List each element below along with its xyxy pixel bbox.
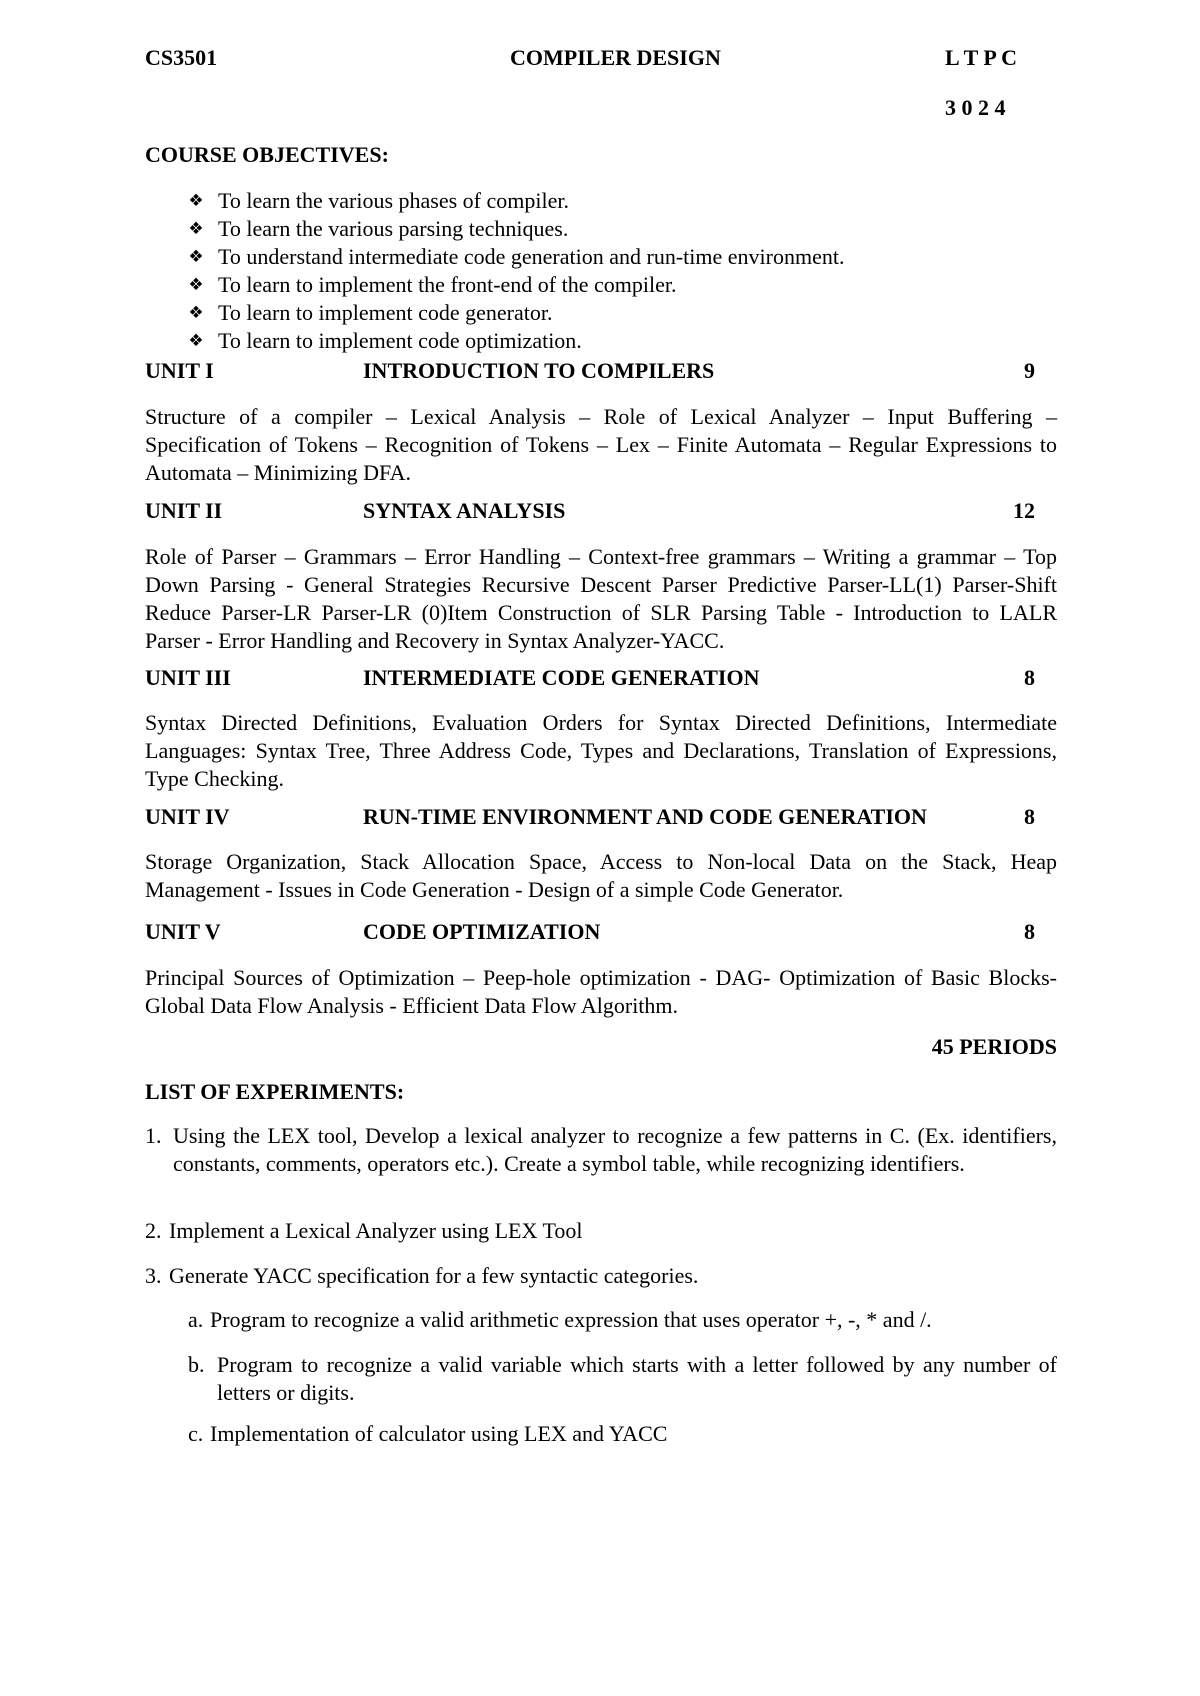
objective-item: ❖ To learn to implement code generator.: [185, 299, 985, 327]
experiment-text: Implement a Lexical Analyzer using LEX Tool: [169, 1218, 583, 1243]
unit-content-4: Storage Organization, Stack Allocation Space, Access to Non-local Data on the Stack, Heap Management - Issues in Code Generation - Design of a simple Code Generator.: [145, 849, 1057, 902]
ltpc-label: L T P C: [945, 45, 1017, 70]
objective-item: ❖ To learn to implement code optimization.: [185, 327, 985, 355]
experiment-text: Generate YACC specification for a few syntactic categories.: [169, 1263, 699, 1288]
unit-hours: 9: [1024, 358, 1035, 383]
unit-title: RUN-TIME ENVIRONMENT AND CODE GENERATION: [363, 804, 927, 829]
course-title: COMPILER DESIGN: [510, 45, 721, 70]
unit-content-3: Syntax Directed Definitions, Evaluation Orders for Syntax Directed Definitions, Intermediate Languages: Syntax Tree, Three Address Code, Types and Declarations, Translation of Expressions, Type Checking.: [145, 710, 1057, 791]
unit-heading-5: [145, 918, 1057, 946]
experiment-number: c.: [188, 1421, 204, 1446]
unit-label: UNIT V: [145, 919, 221, 944]
unit-heading-4: [145, 803, 1057, 831]
unit-heading-3: [145, 664, 1057, 692]
unit-label: UNIT III: [145, 665, 231, 690]
objective-item: ❖ To understand intermediate code generation and run-time environment.: [185, 243, 985, 271]
objective-item: ❖ To learn the various phases of compiler.: [185, 187, 985, 215]
experiment-number: 1.: [145, 1123, 162, 1148]
unit-title: CODE OPTIMIZATION: [363, 919, 601, 944]
unit-content-1: Structure of a compiler – Lexical Analysis – Role of Lexical Analyzer – Input Buffering – Specification of Tokens – Recognition of Tokens – Lex – Finite Automata – Regular Expressions to Automata – Minimizing DFA.: [145, 404, 1057, 485]
ltpc-values: 3 0 2 4: [945, 95, 1006, 120]
experiment-text: Program to recognize a valid variable which starts with a letter followed by any number of letters or digits.: [217, 1352, 1057, 1405]
experiment-number: b.: [188, 1352, 205, 1377]
unit-hours: 8: [1024, 804, 1035, 829]
unit-label: UNIT II: [145, 498, 223, 523]
diamond-four-star-icon: ❖: [188, 219, 204, 239]
objectives-heading: COURSE OBJECTIVES:: [145, 142, 389, 167]
unit-hours: 12: [1013, 498, 1035, 523]
diamond-four-star-icon: ❖: [188, 331, 204, 351]
objective-item: ❖ To learn to implement the front-end of the compiler.: [185, 271, 985, 299]
total-periods: 45 PERIODS: [931, 1034, 1057, 1059]
unit-title: SYNTAX ANALYSIS: [363, 498, 566, 523]
diamond-four-star-icon: ❖: [188, 303, 204, 323]
unit-content-5: Principal Sources of Optimization – Peep-hole optimization - DAG- Optimization of Basic Blocks- Global Data Flow Analysis - Efficient Data Flow Algorithm.: [145, 965, 1057, 1018]
unit-label: UNIT IV: [145, 804, 230, 829]
unit-heading-1: [145, 357, 1057, 385]
experiment-number: 2.: [145, 1218, 162, 1243]
experiment-text: Implementation of calculator using LEX and YACC: [210, 1421, 668, 1446]
unit-label: UNIT I: [145, 358, 214, 383]
course-code: CS3501: [145, 45, 218, 70]
unit-title: INTERMEDIATE CODE GENERATION: [363, 665, 760, 690]
unit-content-2: Role of Parser – Grammars – Error Handling – Context-free grammars – Writing a grammar – Top Down Parsing - General Strategies Recursive Descent Parser Predictive Parser-LL(1) Parser-Shift Reduce Parser-LR Parser-LR (0)Item Construction of SLR Parsing Table - Introduction to LALR Parser - Error Handling and Recovery in Syntax Analyzer-YACC.: [145, 544, 1057, 653]
experiment-text: Program to recognize a valid arithmetic expression that uses operator +, -, * and /.: [210, 1307, 932, 1332]
diamond-four-star-icon: ❖: [188, 191, 204, 211]
diamond-four-star-icon: ❖: [188, 247, 204, 267]
objective-item: ❖ To learn the various parsing techniques.: [185, 215, 985, 243]
unit-hours: 8: [1024, 665, 1035, 690]
experiment-text: Using the LEX tool, Develop a lexical analyzer to recognize a few patterns in C. (Ex. identifiers, constants, comments, operators etc.). Create a symbol table, while recognizing identifiers.: [173, 1123, 1057, 1176]
experiment-number: 3.: [145, 1263, 162, 1288]
unit-hours: 8: [1024, 919, 1035, 944]
diamond-four-star-icon: ❖: [188, 275, 204, 295]
unit-heading-2: [145, 497, 1057, 525]
unit-title: INTRODUCTION TO COMPILERS: [363, 358, 715, 383]
experiment-number: a.: [188, 1307, 204, 1332]
objectives-list: [185, 187, 985, 355]
experiments-heading: LIST OF EXPERIMENTS:: [145, 1079, 405, 1104]
